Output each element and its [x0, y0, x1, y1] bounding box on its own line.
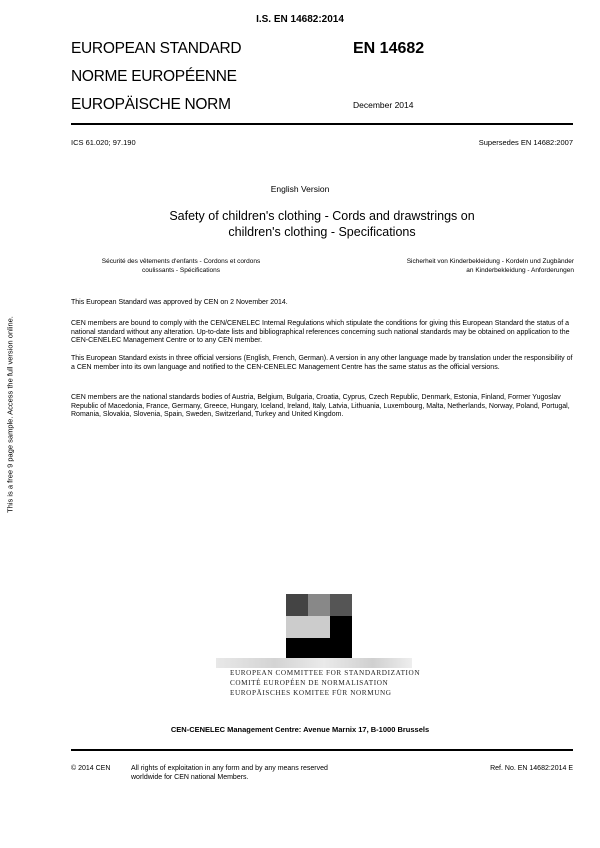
copyright: © 2014 CEN — [71, 765, 111, 772]
rights-statement — [131, 765, 391, 782]
en-number: EN 14682 — [353, 40, 425, 57]
org-name-de: EUROPÄISCHES KOMITEE FÜR NORMUNG — [230, 689, 392, 697]
standard-name-en: EUROPEAN STANDARD — [71, 40, 242, 57]
publication-date: December 2014 — [353, 100, 414, 110]
members-list-paragraph: CEN members are the national standards bodies of Austria, Belgium, Bulgaria, Croatia, Cyprus, Czech Republic, Denmark, Estonia, Finland, Former Yugoslav Republic of Macedonia, France, Germany, Greece, Hungary, Iceland, Ireland, Italy, Latvia, Lithuania, Luxembourg, Malta, Netherlands, Norway, Poland, Portugal, Romania, Slovakia, Slovenia, Spain, Sweden, Switzerland, Turkey and United Kingdom. — [71, 394, 570, 419]
org-name-fr: COMITÉ EUROPÉEN DE NORMALISATION — [230, 679, 389, 687]
org-name-en: EUROPEAN COMMITTEE FOR STANDARDIZATION — [230, 669, 421, 677]
bottom-rule — [71, 749, 573, 751]
management-centre-address: CEN-CENELEC Management Centre: Avenue Marnix 17, B-1000 Brussels — [170, 725, 430, 734]
standard-name-de: EUROPÄISCHE NORM — [71, 96, 231, 113]
top-rule — [71, 123, 573, 125]
logo-band — [216, 658, 412, 668]
title-line: Safety of children's clothing - Cords and drawstrings on — [169, 209, 475, 223]
standard-name-fr: NORME EUROPÉENNE — [71, 68, 237, 85]
ics-code: ICS 61.020; 97.190 — [71, 138, 136, 147]
cen-logo — [286, 594, 352, 660]
approval-paragraph: This European Standard was approved by CEN on 2 November 2014. — [71, 299, 288, 306]
version-label: English Version — [270, 184, 330, 194]
versions-paragraph: This European Standard exists in three official versions (English, French, German). A version in any other language made by translation under the responsibility of a CEN member into its own language and notified to the CEN-CENELEC Management Centre has the same status as the official versions. — [71, 355, 573, 371]
supersedes-note: Supersedes EN 14682:2007 — [478, 138, 573, 147]
members-bound-paragraph: CEN members are bound to comply with the CEN/CENELEC Internal Regulations which stipulate the conditions for giving this European Standard the status of a national standard without any alteration. Up-to-date lists and bibliographical references concerning such national standards may be obtained on application to the CEN-CENELEC Management Centre or to any CEN member. — [71, 320, 570, 345]
french-title — [72, 258, 290, 275]
title-line: children's clothing - Specifications — [228, 225, 416, 239]
reference-number: Ref. No. EN 14682:2014 E — [490, 765, 573, 772]
rights-line: All rights of exploitation in any form and by any means reserved — [131, 765, 328, 772]
document-header: I.S. EN 14682:2014 — [256, 14, 344, 25]
french-title-line: Sécurité des vêtements d'enfants - Cordons et cordons — [101, 258, 261, 265]
german-title-line: an Kinderbekleidung - Anforderungen — [466, 266, 574, 274]
rights-line: worldwide for CEN national Members. — [131, 773, 249, 781]
french-title-line: coulissants - Spécifications — [141, 266, 221, 274]
sample-notice: This is a free 9 page sample. Access the full version online. — [5, 316, 15, 513]
german-title — [330, 258, 574, 275]
document-title — [100, 208, 544, 240]
german-title-line: Sicherheit von Kinderbekleidung - Kordeln und Zugbänder — [406, 258, 574, 265]
